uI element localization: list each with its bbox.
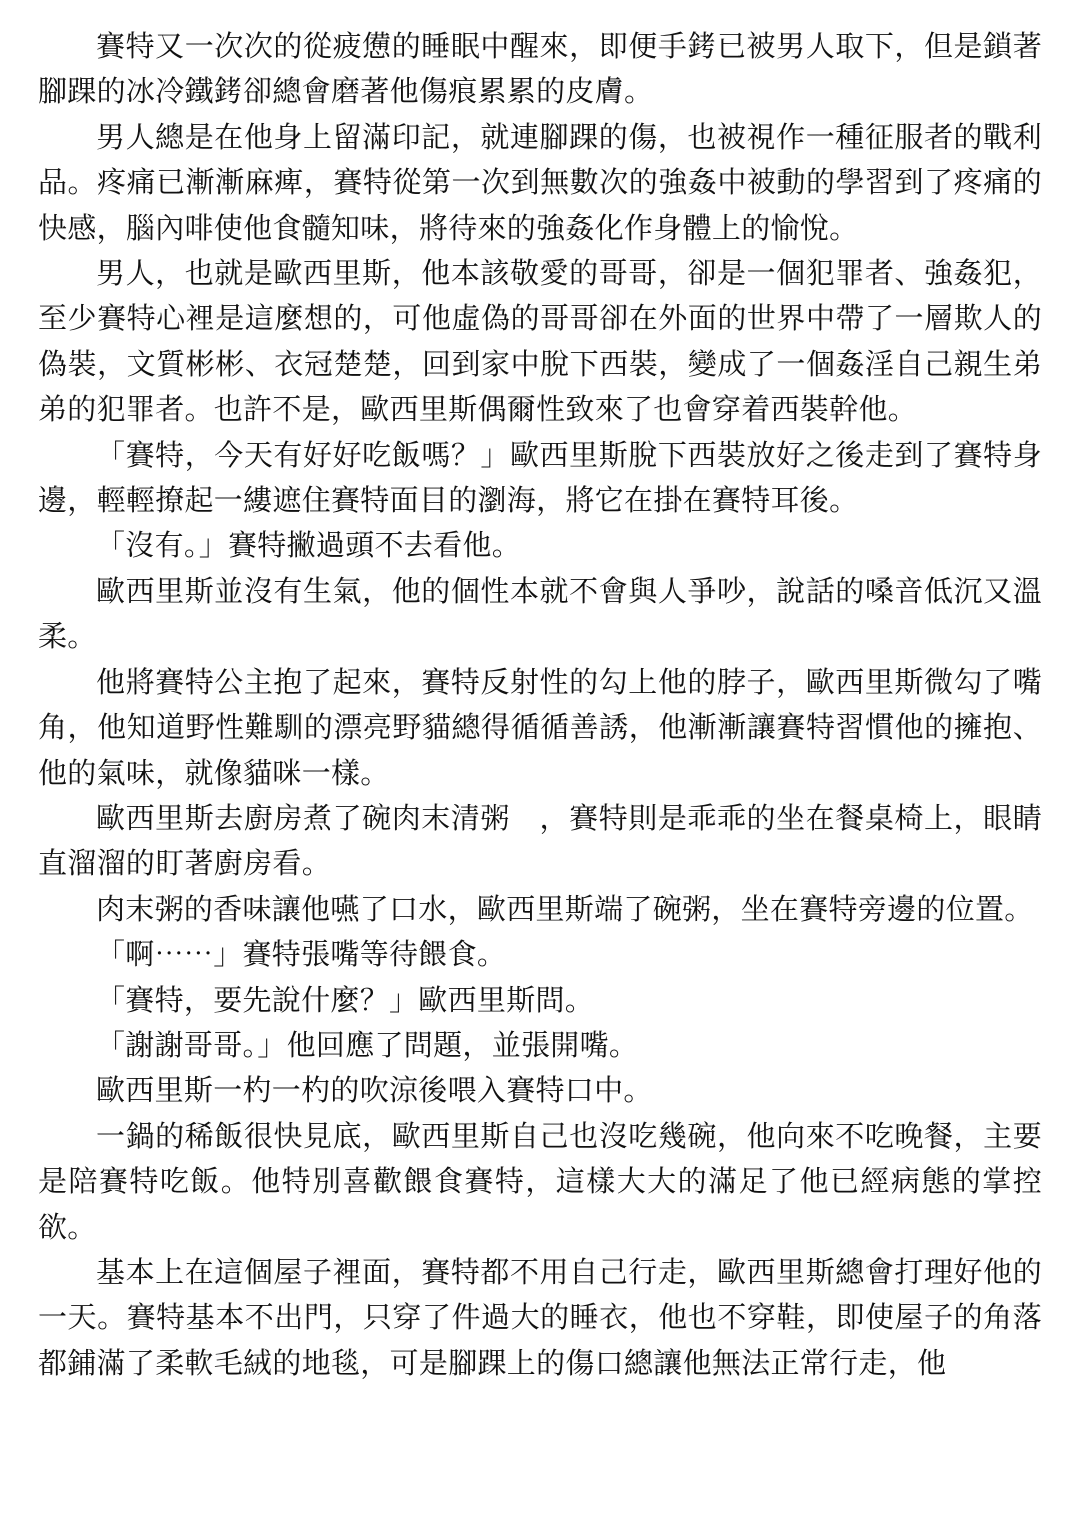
paragraph-8: 歐西里斯去廚房煮了碗肉末清粥 ，賽特則是乖乖的坐在餐桌椅上，眼睛直溜溜的盯著廚房看。 — [38, 800, 1042, 881]
paragraph-1: 賽特又一次次的從疲憊的睡眠中醒來，即便手銬已被男人取下，但是鎖著腳踝的冰冷鐵銬卻總會磨著他傷痕累累的皮膚。 — [38, 29, 1042, 109]
paragraph-14: 一鍋的稀飯很快見底，歐西里斯自己也沒吃幾碗，他向來不吃晚餐，主要是陪賽特吃飯。他特別喜歡餵食賽特，這樣大大的滿足了他已經病態的掌控欲。 — [38, 1118, 1042, 1244]
paragraph-15: 基本上在這個屋子裡面，賽特都不用自己行走，歐西里斯總會打理好他的一天。賽特基本不出門，只穿了件過大的睡衣，他也不穿鞋，即使屋子的角落都鋪滿了柔軟毛絨的地毯，可是腳踝上的傷口總讓他無法正常行走，他 — [38, 1254, 1042, 1380]
paragraph-3: 男人，也就是歐西里斯，他本該敬愛的哥哥，卻是一個犯罪者、強姦犯，至少賽特心裡是這麼想的，可他虛偽的哥哥卻在外面的世界中帶了一層欺人的偽裝，文質彬彬、衣冠楚楚，回到家中脫下西裝，變成了一個姦淫自己親生弟弟的犯罪者。也許不是，歐西里斯偶爾性致來了也會穿着西裝幹他。 — [38, 256, 1042, 427]
paragraph-5: 「沒有。」賽特撇過頭不去看他。 — [96, 528, 522, 563]
document-page — [38, 24, 1042, 1386]
paragraph-2: 男人總是在他身上留滿印記，就連腳踝的傷，也被視作一種征服者的戰利品。疼痛已漸漸麻痺，賽特從第一次到無數次的強姦中被動的學習到了疼痛的快感，腦內啡使他食髓知味，將待來的強姦化作身體上的愉悅。 — [38, 119, 1042, 245]
paragraph-6: 歐西里斯並沒有生氣，他的個性本就不會與人爭吵，說話的嗓音低沉又溫柔。 — [38, 573, 1042, 654]
paragraph-9: 肉末粥的香味讓他嚥了口水，歐西里斯端了碗粥，坐在賽特旁邊的位置。 — [96, 891, 1034, 926]
paragraph-13: 歐西里斯一杓一杓的吹涼後喂入賽特口中。 — [96, 1073, 653, 1108]
paragraph-10: 「啊⋯⋯」賽特張嘴等待餵食。 — [96, 937, 507, 972]
paragraph-4: 「賽特，今天有好好吃飯嗎？」歐西里斯脫下西裝放好之後走到了賽特身邊，輕輕撩起一縷遮住賽特面目的瀏海，將它在掛在賽特耳後。 — [38, 437, 1042, 518]
paragraph-7: 他將賽特公主抱了起來，賽特反射性的勾上他的脖子，歐西里斯微勾了嘴角，他知道野性難馴的漂亮野貓總得循循善誘，他漸漸讓賽特習慣他的擁抱、他的氣味，就像貓咪一樣。 — [38, 664, 1042, 790]
paragraph-12: 「謝謝哥哥。」他回應了問題，並張開嘴。 — [96, 1027, 639, 1062]
paragraph-11: 「賽特，要先說什麼？」歐西里斯問。 — [96, 982, 595, 1017]
